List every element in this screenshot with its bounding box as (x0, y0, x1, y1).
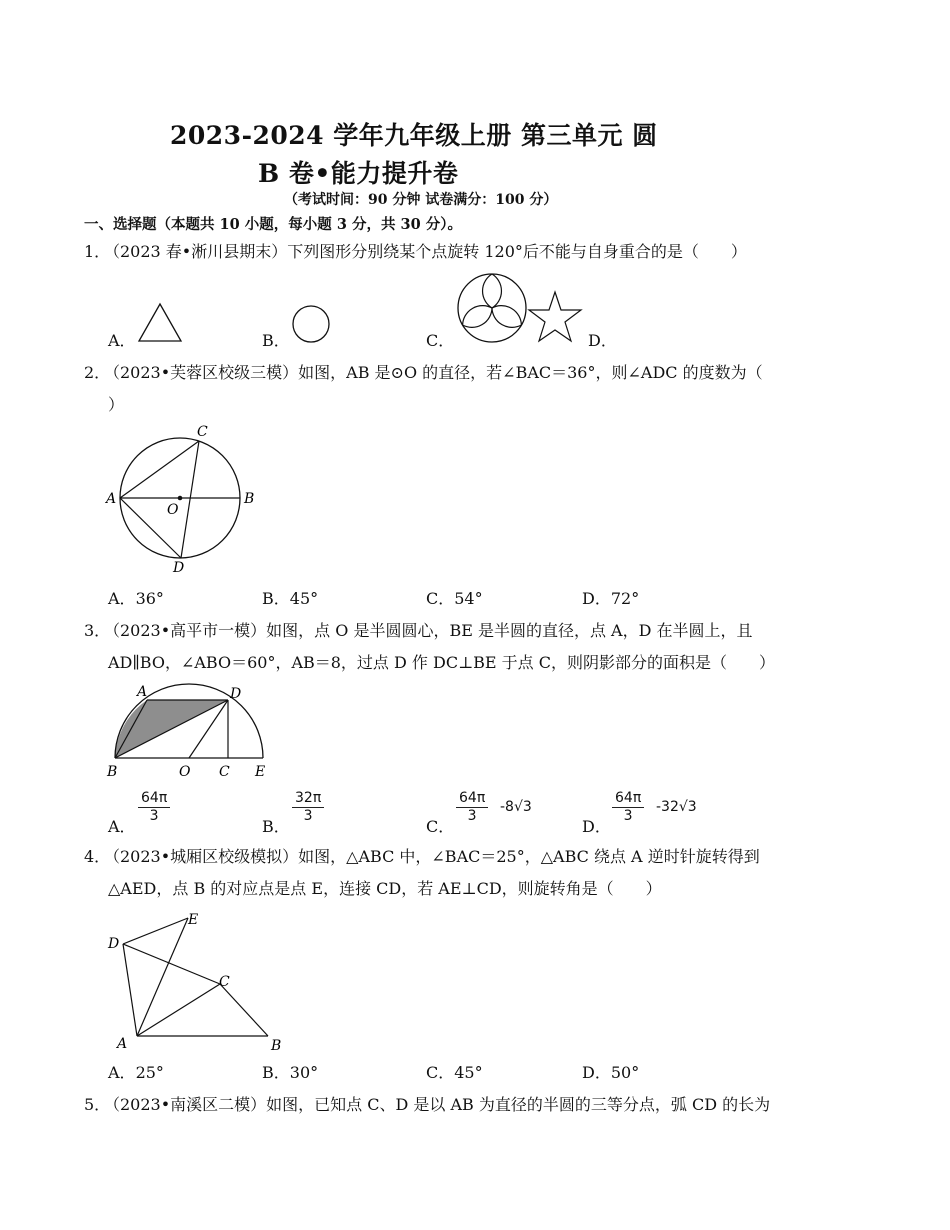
q4-label-a: A (117, 1036, 128, 1052)
question-3-text: （2023•高平市一模）如图，点 O 是半圆圆心，BE 是半圆的直径，点 A，D 在半圆上，且 (104, 621, 753, 640)
q4-label-d: D (108, 936, 120, 952)
q3-option-c-fraction: $\frac{64\pi}{3}$ (456, 790, 488, 825)
q4-label-b: B (271, 1038, 282, 1054)
question-3-number: 3． (84, 621, 111, 640)
q4-option-b: B．30° (262, 1063, 319, 1082)
q3-option-d-tail: -32√3 (656, 799, 697, 815)
q2-label-c: C (197, 424, 208, 440)
q3-label-a: A (137, 684, 148, 700)
q3-option-b-fraction: $\frac{32\pi}{3}$ (292, 790, 324, 825)
q2-label-d: D (173, 560, 185, 576)
q4-label-c: C (219, 974, 230, 990)
question-2-text: （2023•芙蓉区校级三模）如图，AB 是⊙O 的直径，若∠BAC＝36°，则∠ADC 的度数为（ (104, 363, 763, 382)
q4-option-a: A．25° (108, 1063, 164, 1082)
q4-triangle-diagram (100, 906, 300, 1056)
exam-info: （考试时间：90 分钟 试卷满分：100 分） (284, 192, 558, 208)
q2-circle-diagram (100, 420, 270, 580)
q3-option-d-fraction: $\frac{64\pi}{3}$ (612, 790, 644, 825)
q2-label-o: O (167, 502, 179, 518)
q1-option-b: B． (262, 331, 290, 350)
q1-circle-figure (292, 305, 332, 345)
q3-label-o: O (179, 764, 191, 780)
q4-label-e: E (188, 912, 199, 928)
question-1-text: （2023 春•淅川县期末）下列图形分别绕某个点旋转 120°后不能与自身重合的是（ ） (104, 242, 747, 261)
page-title: 2023-2024 学年九年级上册 第三单元 圆 (170, 121, 658, 150)
section-heading: 一、选择题（本题共 10 小题，每小题 3 分，共 30 分）。 (84, 216, 462, 233)
q3-label-c: C (219, 764, 230, 780)
q1-option-c: C． (426, 331, 455, 350)
q1-trefoil-figure (456, 272, 528, 344)
q3-option-a-fraction: $\frac{64\pi}{3}$ (138, 790, 170, 825)
q3-label-e: E (255, 764, 266, 780)
question-4-text-cont: △AED，点 B 的对应点是点 E，连接 CD，若 AE⊥CD，则旋转角是（ ） (108, 879, 662, 898)
question-5-number: 5． (84, 1095, 111, 1114)
q3-semicircle-diagram (100, 680, 280, 780)
q1-option-d: D． (588, 331, 617, 350)
q2-option-b: B．45° (262, 589, 319, 608)
q1-triangle-figure (138, 300, 183, 345)
q3-label-b: B (107, 764, 118, 780)
question-1-number: 1． (84, 242, 111, 261)
q2-label-a: A (106, 491, 117, 507)
question-4-text: （2023•城厢区校级模拟）如图，△ABC 中，∠BAC＝25°，△ABC 绕点 A 逆时针旋转得到 (104, 847, 760, 866)
q2-option-a: A．36° (108, 589, 164, 608)
question-2-number: 2． (84, 363, 111, 382)
q2-label-b: B (244, 491, 255, 507)
q4-option-c: C．45° (426, 1063, 483, 1082)
question-4-number: 4． (84, 847, 111, 866)
page-subtitle: B 卷•能力提升卷 (258, 159, 459, 188)
question-2-text-cont: ） (108, 395, 125, 414)
q1-option-a: A． (108, 331, 136, 350)
q3-option-b-letter: B． (262, 817, 290, 836)
q2-option-c: C．54° (426, 589, 483, 608)
q3-option-c-letter: C． (426, 817, 455, 836)
q3-option-c-tail: -8√3 (500, 799, 532, 815)
question-3-text-cont: AD∥BO，∠ABO＝60°，AB＝8，过点 D 作 DC⊥BE 于点 C，则阴影部分的面积是（ ） (108, 653, 775, 672)
q2-option-d: D．72° (582, 589, 640, 608)
question-5-text: （2023•南溪区二模）如图，已知点 C、D 是以 AB 为直径的半圆的三等分点，弧 CD 的长为 (104, 1095, 771, 1114)
q1-star-figure (527, 290, 583, 344)
q3-option-a-letter: A． (108, 817, 136, 836)
q3-label-d: D (230, 686, 242, 702)
q3-option-d-letter: D． (582, 817, 611, 836)
q4-option-d: D．50° (582, 1063, 640, 1082)
